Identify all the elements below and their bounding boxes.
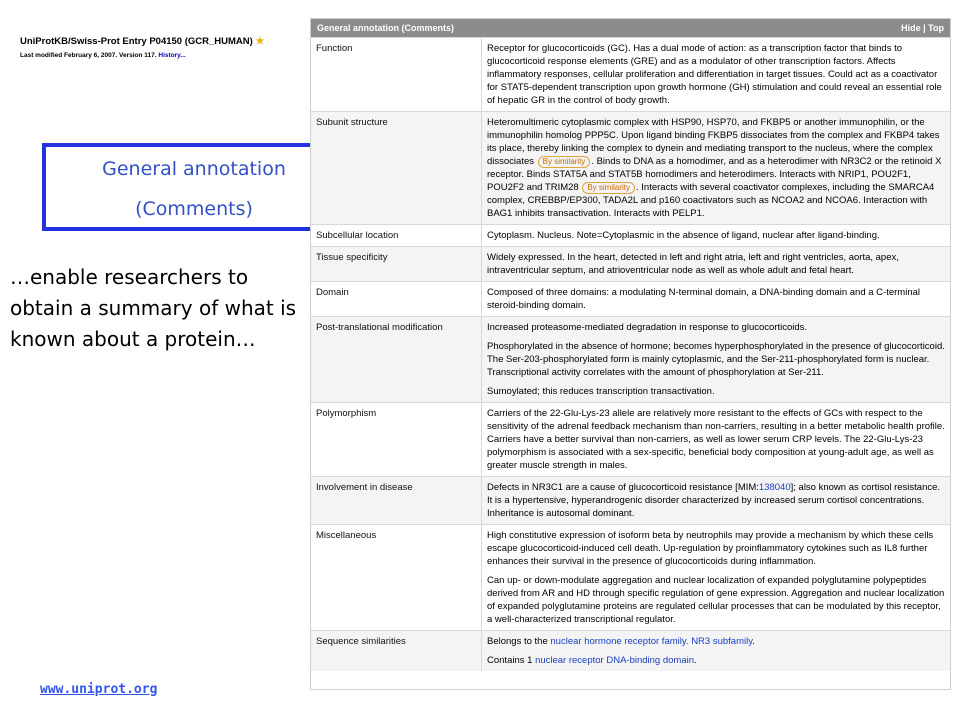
row-value-disease (482, 477, 951, 525)
row-value-subcellular (482, 225, 951, 247)
annotation-panel (310, 18, 951, 690)
similarity-text-1: Belongs to the (487, 636, 551, 647)
row-key-domain: Domain (311, 282, 482, 317)
polymorphism-text: Carriers of the 22-Glu-Lys-23 allele are relatively more resistant to the effects of GCs with respect to the sensitivity of the adrenal feedback mechanism than non-carriers, resulting in a better metabolic health profile. Carriers have a better survival than non-carriers, as well as lower serum CRP levels. The 22-Glu-Lys-23 polymorphism is associated with a sex-specific, beneficial body composition at young-adult age, as well as greater muscle strength in males. (487, 408, 945, 471)
disease-text-2: ]; also known as cortisol resistance. It is a hypertensive, hyperandrogenic disorder characterized by increased serum cortisol concentrations. Inheritance is autosomal dominant. (487, 482, 941, 519)
ptm-text-2: Phosphorylated in the absence of hormone; becomes hyperphosphorylated in the presence of glucocorticoid. The Ser-203-phosphorylated form is mainly cytoplasmic, and the Ser-211-phosphorylated form is nuclear. Transcriptional activity correlates with the amount of phosphorylation at Ser-211. (487, 341, 945, 378)
callout-line-1: General annotation (102, 158, 286, 180)
tissue-text: Widely expressed. In the heart, detected in left and right atria, left and right ventricles, aorta, apex, intraventricular septum, and atrioventricular node as well as whole adult and fetal heart. (487, 252, 899, 276)
entry-meta (20, 51, 300, 60)
domain-text: Composed of three domains: a modulating N-terminal domain, a DNA-binding domain and a C-terminal steroid-binding domain. (487, 287, 920, 311)
uniprot-url-link[interactable]: www.uniprot.org (40, 682, 158, 697)
link-separator: | (920, 23, 929, 33)
table-row (311, 477, 950, 525)
entry-title (20, 36, 300, 48)
row-key-ptm: Post-translational modification (311, 317, 482, 403)
row-key-similarity: Sequence similarities (311, 631, 482, 672)
subunit-text-1: Heteromultimeric cytoplasmic complex with HSP90, HSP70, and FKBP5 or another immunophilin, or the immunophilin homolog PPP5C. Upon ligand binding FKBP5 dissociates from the complex and FKBP4 takes its place, thereby linking the complex to dynein and mediating transport to the nucleus, where the complex dissociates (487, 117, 940, 167)
similarity-period-2: . (694, 655, 697, 666)
misc-text-2: Can up- or down-modulate aggregation and nuclear localization of expanded polyglutamine polypeptides derived from AR and HD through specific regulation of gene expression. Aggregation and nuclear localization of expanded polyglutamine proteins are regulated cellular processes that can be modulated by this receptor, a well-characterized transcriptional regulator. (487, 575, 945, 625)
panel-header (311, 19, 950, 37)
table-row (311, 631, 950, 672)
by-similarity-badge[interactable]: By similarity (582, 182, 635, 194)
entry-name: (GCR_HUMAN) (182, 36, 253, 47)
row-value-tissue (482, 247, 951, 282)
callout-line-2: (Comments) (135, 198, 253, 220)
callout-box (42, 143, 346, 231)
subunit-text-2: . Binds to DNA as a homodimer, and as a heterodimer with NR3C2 or the retinoid X receptor. Binds STAT5A and STAT5B homodimers and heterodimers. Interacts with NRIP1, POU2F1, POU2F2 and TRIM28 (487, 156, 942, 193)
row-key-tissue: Tissue specificity (311, 247, 482, 282)
row-value-similarity (482, 631, 951, 672)
subunit-text-3: . Interacts with several coactivator complexes, including the SMARCA4 complex, CREBBP/EP300, TADA2L and p160 coactivators such as NCOA2 and NCOA6. Interaction with BAG1 inhibits transactivation. Interacts with PELP1. (487, 182, 935, 219)
ptm-text-3: Sumoylated; this reduces transcription transactivation. (487, 386, 715, 397)
similarity-period-1: . (752, 636, 755, 647)
panel-links (901, 19, 944, 37)
entry-header (20, 36, 300, 60)
family-link[interactable]: nuclear hormone receptor family. NR3 subfamily (550, 636, 753, 647)
row-value-subunit (482, 112, 951, 225)
mim-link[interactable]: 138040 (758, 482, 791, 493)
disease-text-1: Defects in NR3C1 are a cause of glucocorticoid resistance [MIM: (487, 482, 759, 493)
table-row (311, 403, 950, 477)
table-row (311, 247, 950, 282)
row-value-domain (482, 282, 951, 317)
table-row (311, 317, 950, 403)
row-value-polymorphism (482, 403, 951, 477)
row-key-function: Function (311, 38, 482, 112)
star-icon: ★ (255, 36, 265, 47)
annotation-table (311, 37, 950, 671)
top-link[interactable]: Top (928, 23, 944, 33)
history-link[interactable]: History... (158, 52, 186, 59)
row-value-ptm (482, 317, 951, 403)
panel-title: General annotation (Comments) (317, 23, 455, 33)
row-key-disease: Involvement in disease (311, 477, 482, 525)
table-row (311, 282, 950, 317)
function-text: Receptor for glucocorticoids (GC). Has a dual mode of action: as a transcription factor that binds to glucocorticoid response elements (GRE) and as a modulator of other transcription factors. Affects inflammatory responses, cellular proliferation and differentiation in target tissues. Could act as a coactivator for STAT5-dependent transcription upon growth hormone (GH) stimulation and could reveal an essential role of hepatic GR in the control of body growth. (487, 43, 942, 106)
table-row (311, 112, 950, 225)
entry-title-prefix: UniProtKB/Swiss-Prot Entry (20, 36, 150, 47)
row-key-polymorphism: Polymorphism (311, 403, 482, 477)
hide-link[interactable]: Hide (901, 23, 921, 33)
table-row (311, 525, 950, 631)
ptm-text-1: Increased proteasome-mediated degradation in response to glucocorticoids. (487, 322, 808, 333)
table-row (311, 38, 950, 112)
row-value-function (482, 38, 951, 112)
subcellular-text: Cytoplasm. Nucleus. Note=Cytoplasmic in the absence of ligand, nuclear after ligand-binding. (487, 230, 880, 241)
misc-text-1: High constitutive expression of isoform beta by neutrophils may provide a mechanism by which these cells escape glucocorticoid-induced cell death. Up-regulation by proinflammatory cytokines such as IL8 further enhances their survival in the presence of glucocorticoids during inflammation. (487, 530, 934, 567)
row-value-misc (482, 525, 951, 631)
similarity-text-2: Contains 1 (487, 655, 536, 666)
by-similarity-badge[interactable]: By similarity (538, 156, 591, 168)
row-key-misc: Miscellaneous (311, 525, 482, 631)
slide-caption: …enable researchers to obtain a summary of what is known about a protein… (10, 265, 297, 351)
table-row (311, 225, 950, 247)
row-key-subunit: Subunit structure (311, 112, 482, 225)
domain-link[interactable]: nuclear receptor DNA-binding domain (535, 655, 695, 666)
row-key-subcellular: Subcellular location (311, 225, 482, 247)
entry-accession: P04150 (149, 36, 183, 47)
entry-version-text: Last modified February 6, 2007. Version 117. (20, 52, 159, 59)
